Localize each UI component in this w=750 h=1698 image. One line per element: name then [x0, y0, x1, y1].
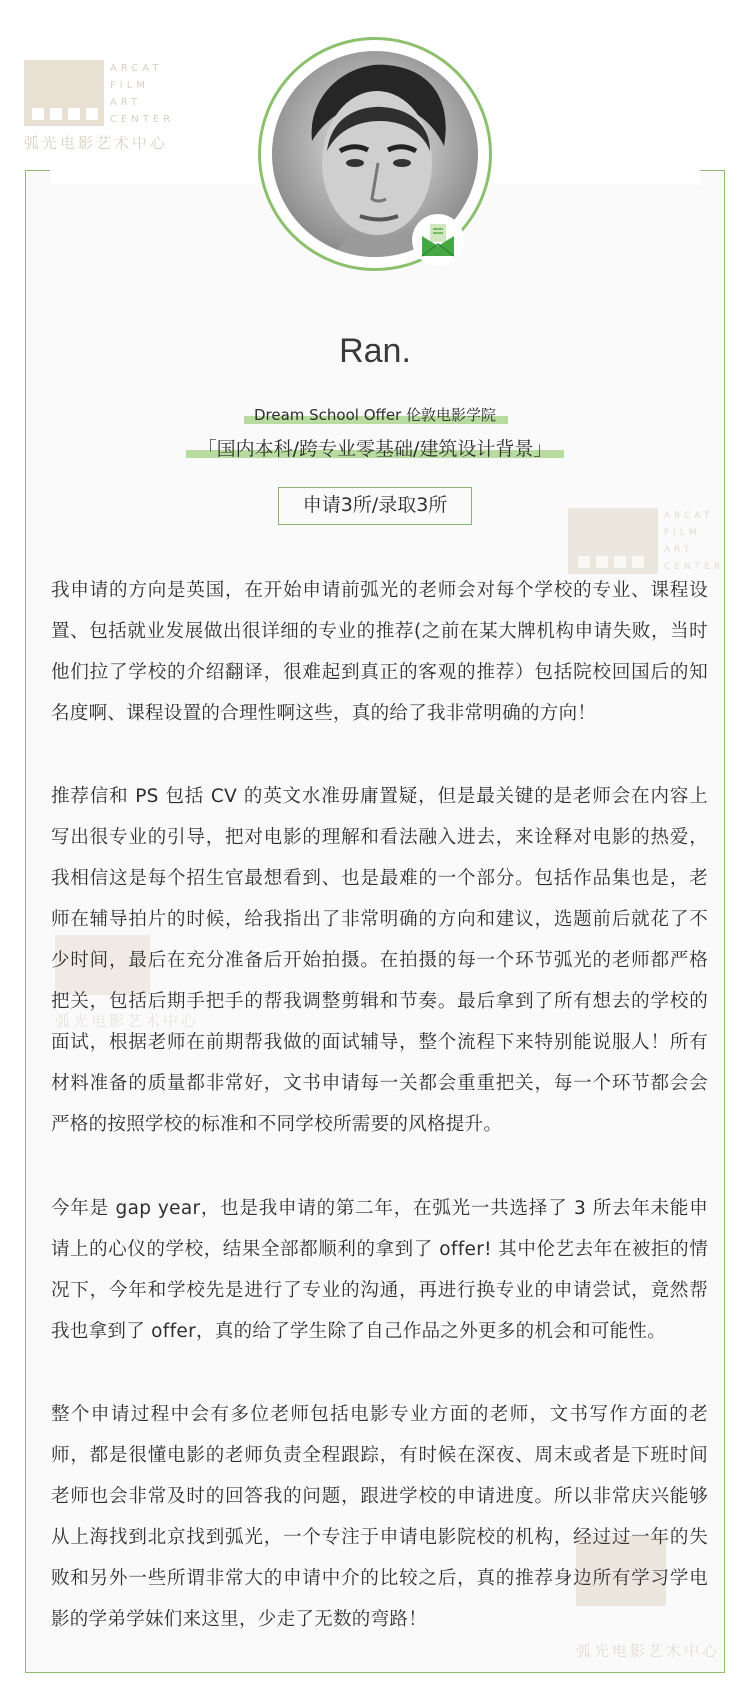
paragraph-2: 推荐信和 PS 包括 CV 的英文水准毋庸置疑，但是最关键的是老师会在内容上写出很专业的引导，把对电影的理解和看法融入进去，来诠释对电影的热爱，我相信这是每个招生官最想看到、也是最难的一个部分。包括作品集也是，老师在辅导拍片的时候，给我指出了非常明确的方向和建议，选题前后就花了不少时间，最后在充分准备后开始拍摄。在拍摄的每一个环节弧光的老师都严格把关，包括后期手把手的帮我调整剪辑和节奏。最后拿到了所有想去的学校的面试，根据老师在前期帮我做的面试辅导，整个流程下来特别能说服人！所有材料准备的质量都非常好，文书申请每一关都会重重把关，每一个环节都会会严格的按照学校的标准和不同学校所需要的风格提升。 — [51, 786, 708, 1135]
watermark-cn: 弧光电影艺术中心 — [24, 134, 169, 152]
background-line: 「国内本科/跨专业零基础/建筑设计背景」 — [197, 438, 553, 460]
student-name: Ran. — [339, 332, 411, 370]
watermark-text: ARCAT FILM ART CENTER — [110, 63, 175, 125]
paragraph-1: 我申请的方向是英国，在开始申请前弧光的老师会对每个学校的专业、课程设置、包括就业发展做出很详细的专业的推荐(之前在某大牌机构申请失败，当时他们拉了学校的介绍翻译，很难起到真正的客观的推荐）包括院校回国后的知名度啊、课程设置的合理性啊这些，真的给了我非常明确的方向！ — [51, 580, 708, 724]
offer-line: Dream School Offer 伦敦电影学院 — [253, 406, 497, 424]
mail-badge — [412, 214, 464, 266]
paragraph-3: 今年是 gap year，也是我申请的第二年，在弧光一共选择了 3 所去年未能申请上的心仪的学校，结果全部都顺利的拿到了 offer! 其中伦艺去年在被拒的情况下，今年和学校先是进行了专业的沟通，再进行换专业的申请尝试，竟然帮我也拿到了 offer，真的给了学生除了自己作品之外更多的机会和可能性。 — [51, 1198, 708, 1342]
envelope-icon — [412, 214, 464, 266]
paragraph-4: 整个申请过程中会有多位老师包括电影专业方面的老师，文书写作方面的老师，都是很懂电影的老师负责全程跟踪，有时候在深夜、周末或者是下班时间老师也会非常及时的回答我的问题，跟进学校的申请进度。所以非常庆兴能够从上海找到北京找到弧光，一个专注于申请电影院校的机构，经过过一年的失败和另外一些所谓非常大的申请中介的比较之后，真的推荐身边所有学习学电影的学弟学妹们来这里，少走了无数的弯路！ — [51, 1404, 708, 1630]
result-badge: 申请3所/录取3所 — [278, 487, 472, 525]
